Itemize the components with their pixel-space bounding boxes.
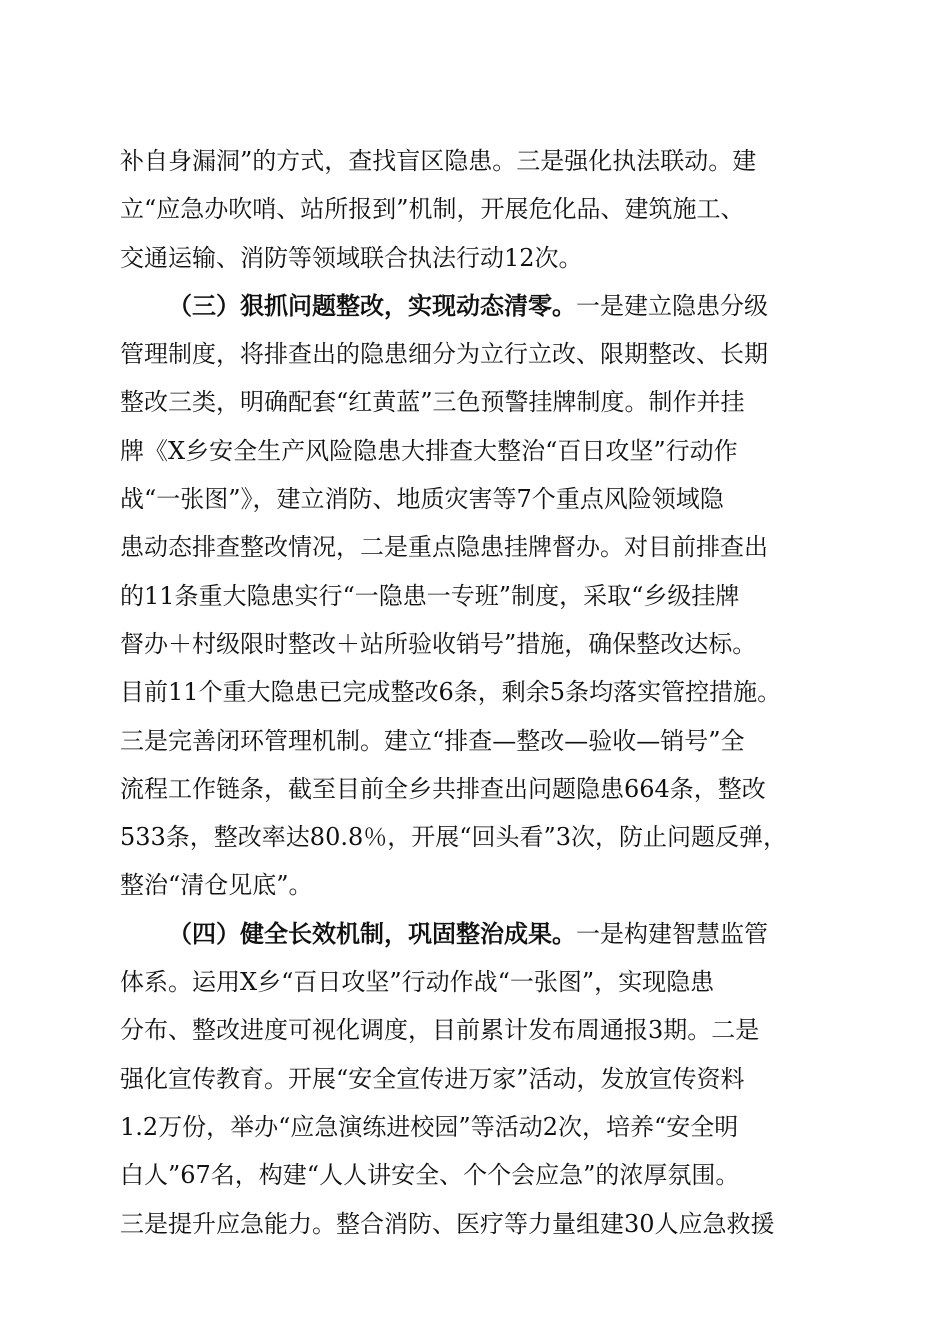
text-line: 体系。运用X乡“百日攻坚”行动作战“一张图”，实现隐患 xyxy=(120,968,715,997)
text-line: 交通运输、消防等领域联合执法行动12次。 xyxy=(120,243,583,272)
text-run: 一是构建智慧监管 xyxy=(576,919,768,948)
section-heading-3: （三）狠抓问题整改，实现动态清零。 xyxy=(168,290,576,320)
document-body xyxy=(120,137,832,1248)
text-run: 一是建立隐患分级 xyxy=(576,291,768,320)
text-line: 白人”67名，构建“人人讲安全、个个会应急”的浓厚氛围。 xyxy=(120,1161,740,1190)
paragraph-first-line xyxy=(120,282,832,330)
text-line: 分布、整改进度可视化调度，目前累计发布周通报3期。二是 xyxy=(120,1016,760,1045)
text-line: 1.2万份，举办“应急演练进校园”等活动2次，培养“安全明 xyxy=(120,1112,739,1141)
text-line: 533条，整改率达80.8％，开展“回头看”3次，防止问题反弹， xyxy=(120,823,788,852)
text-line: 三是提升应急能力。整合消防、医疗等力量组建30人应急救援 xyxy=(120,1209,775,1238)
text-line: 补自身漏洞”的方式，查找盲区隐患。三是强化执法联动。建 xyxy=(120,147,757,175)
text-line: 流程工作链条，截至目前全乡共排查出问题隐患664条，整改 xyxy=(120,774,766,803)
text-line: 目前11个重大隐患已完成整改6条，剩余5条均落实管控措施。 xyxy=(120,678,782,707)
text-line: 三是完善闭环管理机制。建立“排查—整改—验收—销号”全 xyxy=(120,726,745,755)
text-line: 的11条重大隐患实行“一隐患一专班”制度，采取“乡级挂牌 xyxy=(120,581,740,610)
text-line: 管理制度，将排查出的隐患细分为立行立改、限期整改、长期 xyxy=(120,340,768,369)
text-line: 患动态排查整改情况，二是重点隐患挂牌督办。对目前排查出 xyxy=(120,533,768,562)
text-line: 督办＋村级限时整改＋站所验收销号”措施，确保整改达标。 xyxy=(120,629,757,658)
text-line: 整改三类，明确配套“红黄蓝”三色预警挂牌制度。制作并挂 xyxy=(120,388,745,417)
text-line: 牌《X乡安全生产风险隐患大排查大整治“百日攻坚”行动作 xyxy=(120,436,738,465)
text-line: 战“一张图”》，建立消防、地质灾害等7个重点风险领域隐 xyxy=(120,485,724,514)
text-line: 立“应急办吹哨、站所报到”机制，开展危化品、建筑施工、 xyxy=(120,195,745,224)
text-line: 强化宣传教育。开展“安全宣传进万家”活动，发放宣传资料 xyxy=(120,1064,745,1093)
text-line: 整治“清仓见底”。 xyxy=(120,871,313,900)
section-heading-4: （四）健全长效机制，巩固整治成果。 xyxy=(168,918,576,948)
paragraph-first-line xyxy=(120,910,832,958)
